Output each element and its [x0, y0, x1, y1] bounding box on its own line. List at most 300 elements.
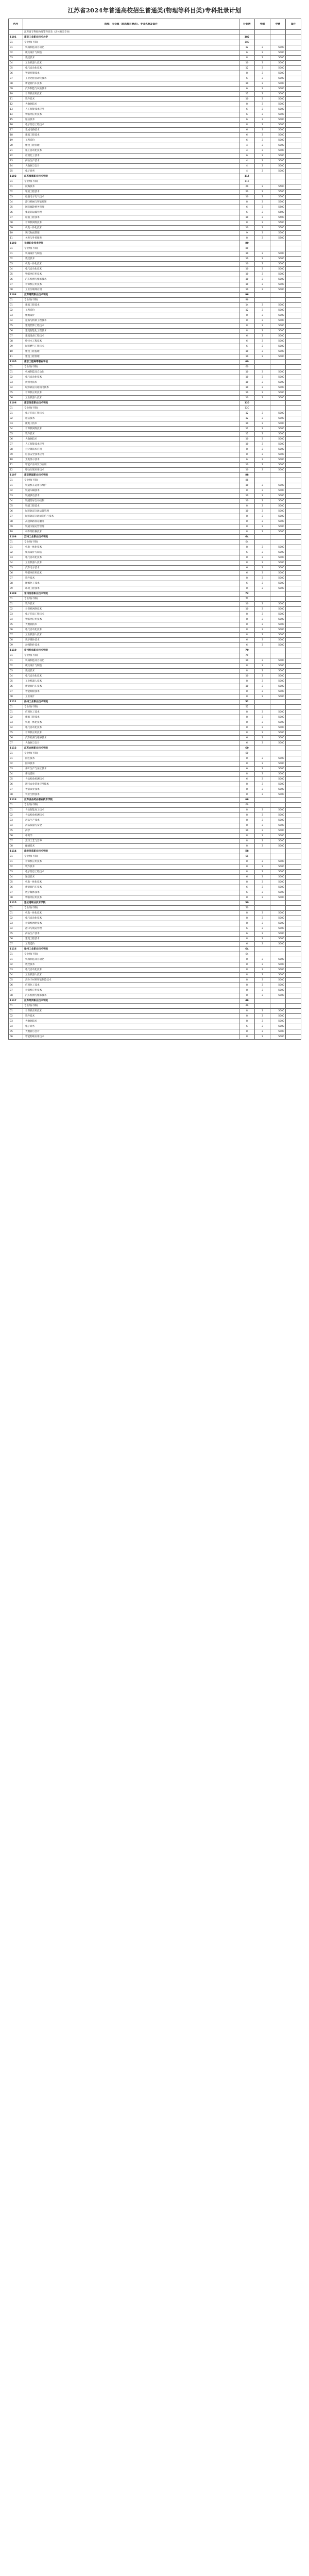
row-code: 02 [9, 50, 23, 56]
row-fee: 5000 [270, 262, 286, 267]
row-name: 药学 [23, 828, 239, 834]
row-plan: 6 [239, 334, 255, 339]
major-row [9, 452, 301, 457]
row-remark [286, 375, 301, 380]
major-row [9, 968, 301, 973]
row-code: 01 [9, 483, 23, 488]
row-fee: 5000 [270, 741, 286, 746]
row-fee: 5000 [270, 813, 286, 818]
row-name: 物联网应用技术 [23, 617, 239, 622]
row-remark [286, 1019, 301, 1024]
row-remark [286, 926, 301, 931]
row-fee: 5000 [270, 895, 286, 901]
row-years: 3 [255, 494, 270, 499]
row-remark [286, 777, 301, 782]
row-plan: 12 [239, 92, 255, 97]
row-fee: 5000 [270, 823, 286, 828]
row-remark [286, 844, 301, 849]
row-name: 建筑装饰工程技术 [23, 324, 239, 329]
major-row [9, 380, 301, 385]
row-plan: 12 [239, 308, 255, 313]
row-remark [286, 246, 301, 251]
row-code: 01 [9, 406, 23, 411]
row-remark [286, 360, 301, 365]
row-years: 3 [255, 571, 270, 576]
plan-table [8, 19, 301, 1040]
row-fee: 5000 [270, 1014, 286, 1019]
row-remark [286, 50, 301, 56]
major-row [9, 61, 301, 66]
row-code: 03 [9, 968, 23, 973]
row-plan: 6 [239, 87, 255, 92]
row-plan: 4 [239, 143, 255, 148]
row-plan: 8 [239, 808, 255, 813]
row-fee: 5000 [270, 844, 286, 849]
row-name: 徐州工业职业技术学院 [23, 947, 239, 952]
row-name: 常州信息职业技术学院 [23, 591, 239, 597]
row-years: 3 [255, 617, 270, 622]
major-row [9, 962, 301, 968]
row-name: 电气自动化技术 [23, 267, 239, 272]
row-code: 11 [9, 97, 23, 102]
row-remark [286, 56, 301, 61]
row-code: 20 [9, 143, 23, 148]
row-years: 3 [255, 808, 270, 813]
major-row [9, 128, 301, 133]
major-row [9, 313, 301, 318]
row-name: 专业组(不限) [23, 365, 239, 370]
row-fee: 5000 [270, 92, 286, 97]
row-remark [286, 210, 301, 215]
row-fee: 5000 [270, 865, 286, 870]
row-plan: 6 [239, 741, 255, 746]
row-remark [286, 612, 301, 617]
row-fee: 5500 [270, 221, 286, 226]
row-name: 智能物联应用技术 [23, 1035, 239, 1040]
row-name: 江苏海事职业技术学院 [23, 174, 239, 179]
row-years: 3 [255, 107, 270, 112]
row-fee [270, 653, 286, 658]
row-remark [286, 725, 301, 731]
row-years: 3 [255, 736, 270, 741]
major-row [9, 674, 301, 679]
row-fee: 5000 [270, 962, 286, 968]
row-name: 工程造价 [23, 942, 239, 947]
major-row [9, 689, 301, 694]
row-remark [286, 138, 301, 143]
group-row [9, 40, 301, 45]
row-code: 03 [9, 380, 23, 385]
row-plan: 182 [239, 35, 255, 40]
row-plan: 8 [239, 452, 255, 457]
row-name: 大数据技术 [23, 437, 239, 442]
row-plan: 8 [239, 329, 255, 334]
row-fee: 5000 [270, 524, 286, 530]
row-years: 3 [255, 282, 270, 287]
row-years: 3 [255, 195, 270, 200]
row-code: 02 [9, 257, 23, 262]
row-code: 1111 [9, 700, 23, 705]
major-row [9, 159, 301, 164]
row-remark [286, 787, 301, 792]
row-fee: 5000 [270, 576, 286, 581]
row-code: 02 [9, 715, 23, 720]
row-code: 05 [9, 731, 23, 736]
row-code: 02 [9, 1014, 23, 1019]
major-row [9, 56, 301, 61]
row-fee: 5000 [270, 545, 286, 550]
row-years: 3 [255, 1014, 270, 1019]
row-years [255, 591, 270, 597]
row-fee [270, 700, 286, 705]
major-row [9, 154, 301, 159]
row-plan: 10 [239, 483, 255, 488]
row-years: 3 [255, 988, 270, 993]
row-years: 3 [255, 287, 270, 293]
major-row [9, 731, 301, 736]
row-plan: 10 [239, 421, 255, 427]
row-code: 01 [9, 365, 23, 370]
row-remark [286, 391, 301, 396]
row-years: 3 [255, 602, 270, 607]
row-plan: 80 [239, 246, 255, 251]
row-years: 3 [255, 483, 270, 488]
row-name: 大数据技术 [23, 102, 239, 107]
row-code: 03 [9, 818, 23, 823]
row-years [255, 798, 270, 803]
row-fee: 5000 [270, 1029, 286, 1035]
row-name: 园林技术 [23, 761, 239, 767]
row-plan: 10 [239, 282, 255, 287]
row-plan: 88 [239, 473, 255, 478]
row-code: 01 [9, 545, 23, 550]
row-fee: 5000 [270, 457, 286, 463]
major-row [9, 828, 301, 834]
row-code: 01 [9, 370, 23, 375]
row-fee [270, 473, 286, 478]
row-name: 专业组(不限) [23, 298, 239, 303]
row-plan: 8 [239, 973, 255, 978]
row-fee: 5000 [270, 1009, 286, 1014]
row-remark [286, 154, 301, 159]
row-plan: 60 [239, 360, 255, 365]
row-plan: 8 [239, 200, 255, 205]
major-row [9, 483, 301, 488]
row-code: 02 [9, 865, 23, 870]
row-plan: 52 [239, 700, 255, 705]
row-years: 3 [255, 123, 270, 128]
major-row [9, 447, 301, 452]
row-plan: 8 [239, 787, 255, 792]
row-code: 06 [9, 885, 23, 890]
row-years: 3 [255, 97, 270, 102]
row-plan: 8 [239, 937, 255, 942]
row-plan: 10 [239, 391, 255, 396]
row-code: 04 [9, 385, 23, 391]
row-remark [286, 617, 301, 622]
major-row [9, 679, 301, 684]
row-remark [286, 92, 301, 97]
row-plan: 10 [239, 226, 255, 231]
row-name: 软件技术 [23, 1014, 239, 1019]
row-name: 建设工程监理 [23, 349, 239, 354]
row-name: 现代物流管理 [23, 231, 239, 236]
row-years: 3 [255, 334, 270, 339]
row-code: 02 [9, 308, 23, 313]
row-fee: 5500 [270, 205, 286, 210]
row-fee: 5500 [270, 190, 286, 195]
row-code: 06 [9, 571, 23, 576]
row-years: 3 [255, 694, 270, 700]
row-code: 01 [9, 710, 23, 715]
row-years [255, 30, 270, 35]
row-code: 08 [9, 638, 23, 643]
row-years: 3 [255, 1029, 270, 1035]
row-name: 智能产品开发与应用 [23, 463, 239, 468]
row-name: 建筑设备工程技术 [23, 334, 239, 339]
row-name: 专业组(不限) [23, 179, 239, 184]
major-row [9, 1024, 301, 1029]
row-years: 3 [255, 725, 270, 731]
row-fee [270, 401, 286, 406]
row-fee: 5000 [270, 421, 286, 427]
major-row [9, 143, 301, 148]
major-row [9, 617, 301, 622]
row-plan: 6 [239, 457, 255, 463]
row-code: 08 [9, 447, 23, 452]
row-remark [286, 638, 301, 643]
row-years: 3 [255, 457, 270, 463]
row-fee: 5000 [270, 885, 286, 890]
row-name: 新能源汽车技术 [23, 81, 239, 87]
row-name: 计算机网络技术 [23, 921, 239, 926]
row-code: 11 [9, 463, 23, 468]
row-code: 1116 [9, 947, 23, 952]
major-row [9, 169, 301, 174]
major-row [9, 628, 301, 633]
major-row [9, 117, 301, 123]
row-years: 3 [255, 942, 270, 947]
row-years: 3 [255, 916, 270, 921]
row-plan [239, 30, 255, 35]
row-plan: 72 [239, 591, 255, 597]
row-remark [286, 942, 301, 947]
row-fee: 5000 [270, 633, 286, 638]
row-remark [286, 937, 301, 942]
row-name: 药品生产技术 [23, 931, 239, 937]
row-remark [286, 561, 301, 566]
row-years: 3 [255, 154, 270, 159]
college-row [9, 591, 301, 597]
row-code: 07 [9, 442, 23, 447]
row-remark [286, 859, 301, 865]
row-fee: 5000 [270, 581, 286, 586]
row-years: 3 [255, 669, 270, 674]
row-plan: 52 [239, 705, 255, 710]
row-name: 建筑设计 [23, 313, 239, 318]
row-fee: 5000 [270, 612, 286, 617]
row-fee: 5000 [270, 514, 286, 519]
row-plan: 8 [239, 983, 255, 988]
row-code: 01 [9, 653, 23, 658]
row-fee: 5000 [270, 628, 286, 633]
row-fee: 5000 [270, 530, 286, 535]
row-fee: 5000 [270, 380, 286, 385]
row-plan: 8 [239, 725, 255, 731]
row-code: 06 [9, 210, 23, 215]
row-name: 电子商务 [23, 169, 239, 174]
group-row [9, 906, 301, 911]
row-plan: 8 [239, 71, 255, 76]
row-remark [286, 30, 301, 35]
college-row [9, 798, 301, 803]
row-fee [270, 406, 286, 411]
row-plan: 10 [239, 354, 255, 360]
college-row [9, 901, 301, 906]
major-row [9, 1019, 301, 1024]
row-remark [286, 710, 301, 715]
major-row [9, 267, 301, 272]
major-row [9, 107, 301, 112]
row-remark [286, 447, 301, 452]
row-code: 01 [9, 602, 23, 607]
row-plan: 8 [239, 689, 255, 694]
row-fee: 5000 [270, 313, 286, 318]
row-fee: 5000 [270, 973, 286, 978]
row-name: 机电一体化技术 [23, 911, 239, 916]
row-code: 04 [9, 427, 23, 432]
row-fee: 5000 [270, 926, 286, 931]
row-name: 电子商务 [23, 1024, 239, 1029]
row-fee: 5000 [270, 555, 286, 561]
major-row [9, 71, 301, 76]
group-row [9, 406, 301, 411]
row-plan: 6 [239, 550, 255, 555]
row-years: 3 [255, 561, 270, 566]
row-code: 05 [9, 777, 23, 782]
row-remark [286, 988, 301, 993]
row-fee: 5000 [270, 138, 286, 143]
major-row [9, 545, 301, 550]
row-code: 02 [9, 962, 23, 968]
row-plan: 8 [239, 56, 255, 61]
row-fee [270, 952, 286, 957]
row-remark [286, 494, 301, 499]
row-code: 02 [9, 190, 23, 195]
row-fee: 5000 [270, 416, 286, 421]
row-name: 酿酒技术 [23, 844, 239, 849]
row-years: 3 [255, 710, 270, 715]
row-code: 07 [9, 988, 23, 993]
row-plan: 8 [239, 679, 255, 684]
row-code: 05 [9, 679, 23, 684]
row-name: 计算机网络技术 [23, 221, 239, 226]
row-code: 07 [9, 942, 23, 947]
row-remark [286, 586, 301, 591]
row-years: 3 [255, 112, 270, 117]
row-fee: 5000 [270, 710, 286, 715]
row-fee [270, 478, 286, 483]
row-years: 3 [255, 973, 270, 978]
row-plan: 6 [239, 890, 255, 895]
row-fee [270, 591, 286, 597]
row-code: 10 [9, 457, 23, 463]
group-row [9, 365, 301, 370]
row-name: 新能源汽车技术 [23, 885, 239, 890]
row-code: 08 [9, 792, 23, 798]
row-name: 工业机器人技术 [23, 561, 239, 566]
row-code: 12 [9, 102, 23, 107]
row-code: 01 [9, 808, 23, 813]
row-name: 物联网应用技术 [23, 112, 239, 117]
row-name: 建设工程管理 [23, 354, 239, 360]
row-plan: 8 [239, 561, 255, 566]
row-code: 03 [9, 494, 23, 499]
row-plan: 4 [239, 159, 255, 164]
row-plan: 8 [239, 555, 255, 561]
row-remark [286, 880, 301, 885]
row-plan: 6 [239, 76, 255, 81]
row-years: 3 [255, 488, 270, 494]
table-body [9, 30, 301, 1040]
row-years: 3 [255, 81, 270, 87]
major-row [9, 519, 301, 524]
row-remark [286, 895, 301, 901]
row-plan: 8 [239, 524, 255, 530]
row-plan: 8 [239, 576, 255, 581]
row-code: 13 [9, 107, 23, 112]
row-plan: 64 [239, 535, 255, 540]
row-code: 1105 [9, 360, 23, 365]
major-row [9, 550, 301, 555]
row-years: 3 [255, 885, 270, 890]
row-code: 1113 [9, 798, 23, 803]
row-years: 3 [255, 890, 270, 895]
row-name: 计算机应用技术 [23, 391, 239, 396]
row-plan: 8 [239, 772, 255, 777]
row-fee: 5000 [270, 494, 286, 499]
row-name: 高速铁路客运服务 [23, 519, 239, 524]
row-remark [286, 555, 301, 561]
row-fee: 5000 [270, 318, 286, 324]
row-fee: 5000 [270, 1019, 286, 1024]
row-plan: 10 [239, 494, 255, 499]
row-remark [286, 751, 301, 756]
row-code: 01 [9, 298, 23, 303]
row-code: 01 [9, 911, 23, 916]
row-years: 3 [255, 71, 270, 76]
row-plan: 8 [239, 488, 255, 494]
major-row [9, 530, 301, 535]
row-years: 3 [255, 437, 270, 442]
row-plan: 8 [239, 993, 255, 998]
row-remark [286, 628, 301, 633]
row-code: 19 [9, 138, 23, 143]
major-row [9, 1009, 301, 1014]
row-plan: 6 [239, 112, 255, 117]
row-plan: 182 [239, 40, 255, 45]
major-row [9, 468, 301, 473]
row-name: 江苏食品药品职业技术学院 [23, 798, 239, 803]
row-plan: 6 [239, 885, 255, 890]
row-fee [270, 35, 286, 40]
row-years: 3 [255, 968, 270, 973]
row-years: 3 [255, 777, 270, 782]
row-name: 建筑工程技术 [23, 133, 239, 138]
row-years: 3 [255, 1024, 270, 1029]
row-years: 3 [255, 962, 270, 968]
major-row [9, 164, 301, 169]
